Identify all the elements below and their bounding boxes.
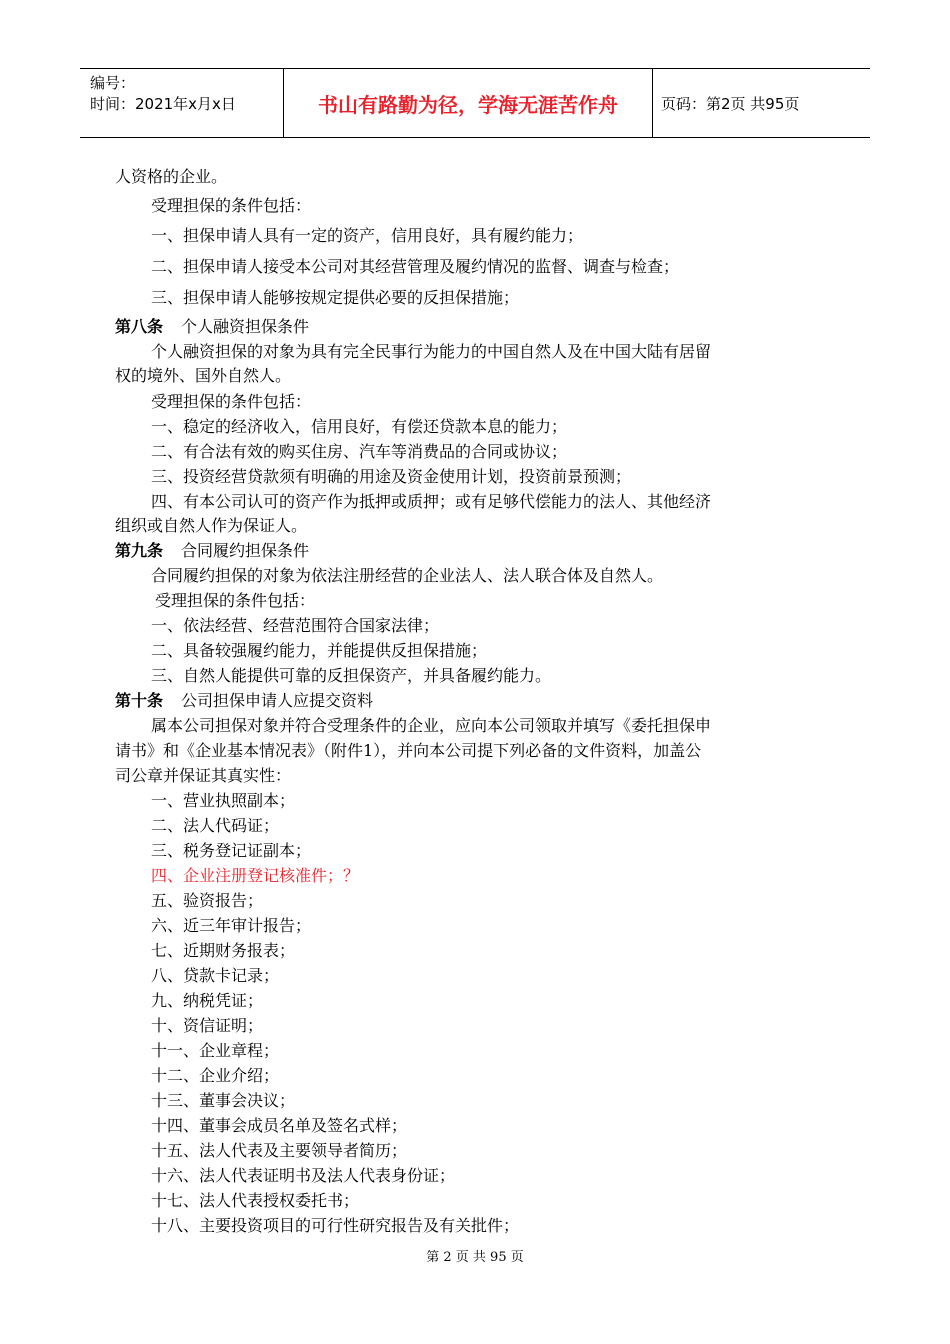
text-line: 十四、董事会成员名单及签名式样； bbox=[151, 1116, 408, 1135]
article-number: 第八条 bbox=[115, 317, 164, 336]
document-date-label: 时间：2021年x月x日 bbox=[90, 95, 236, 113]
article-heading bbox=[115, 540, 309, 562]
text-line: 五、验资报告； bbox=[151, 891, 264, 910]
text-line: 十六、法人代表证明书及法人代表身份证； bbox=[151, 1166, 456, 1185]
text-line: 二、法人代码证； bbox=[151, 816, 280, 835]
text-line: 受理担保的条件包括： bbox=[151, 196, 312, 215]
text-line: 请书》和《企业基本情况表》（附件1），并向本公司提下列必备的文件资料，加盖公 bbox=[115, 741, 702, 760]
text-line: 十七、法人代表授权委托书； bbox=[151, 1191, 360, 1210]
text-line: 司公章并保证其真实性： bbox=[115, 766, 292, 785]
page-header bbox=[80, 68, 870, 138]
text-line: 二、担保申请人接受本公司对其经营管理及履约情况的监督、调查与检查； bbox=[151, 257, 680, 276]
header-page-info bbox=[653, 69, 870, 137]
article-number: 第十条 bbox=[115, 691, 164, 710]
text-line: 一、营业执照副本； bbox=[151, 791, 296, 810]
text-line: 四、有本公司认可的资产作为抵押或质押；或有足够代偿能力的法人、其他经济 bbox=[151, 492, 712, 511]
text-line: 九、纳税凭证； bbox=[151, 991, 264, 1010]
article-number: 第九条 bbox=[115, 541, 164, 560]
header-motto bbox=[283, 69, 653, 137]
text-line: 三、担保申请人能够按规定提供必要的反担保措施； bbox=[151, 288, 520, 307]
text-line: 七、近期财务报表； bbox=[151, 941, 296, 960]
article-heading bbox=[115, 690, 373, 712]
page-footer bbox=[0, 1246, 950, 1265]
text-line: 属本公司担保对象并符合受理条件的企业，应向本公司领取并填写《委托担保申 bbox=[151, 716, 712, 735]
text-line: 一、稳定的经济收入，信用良好，有偿还贷款本息的能力； bbox=[151, 417, 568, 436]
text-line: 个人融资担保的对象为具有完全民事行为能力的中国自然人及在中国大陆有居留 bbox=[151, 342, 712, 361]
text-line: 二、有合法有效的购买住房、汽车等消费品的合同或协议； bbox=[151, 442, 568, 461]
motto-text: 书山有路勤为径，学海无涯苦作舟 bbox=[318, 92, 618, 117]
text-line: 三、税务登记证副本； bbox=[151, 841, 312, 860]
article-title: 个人融资担保条件 bbox=[181, 317, 310, 336]
text-line: 权的境外、国外自然人。 bbox=[115, 366, 292, 385]
article-title: 合同履约担保条件 bbox=[181, 541, 310, 560]
text-line: 十二、企业介绍； bbox=[151, 1066, 280, 1085]
text-line: 受理担保的条件包括： bbox=[151, 392, 312, 411]
article-heading bbox=[115, 316, 309, 338]
page-number-label: 页码：第2页 共95页 bbox=[661, 94, 800, 113]
text-line: 组织或自然人作为保证人。 bbox=[115, 516, 308, 535]
text-line: 十三、董事会决议； bbox=[151, 1091, 296, 1110]
text-line: 八、贷款卡记录； bbox=[151, 966, 280, 985]
article-title: 公司担保申请人应提交资料 bbox=[181, 691, 374, 710]
text-line: 受理担保的条件包括： bbox=[155, 591, 316, 610]
text-line: 合同履约担保的对象为依法注册经营的企业法人、法人联合体及自然人。 bbox=[151, 566, 664, 585]
text-line: 二、具备较强履约能力，并能提供反担保措施； bbox=[151, 641, 488, 660]
header-meta bbox=[80, 69, 283, 137]
text-line: 人资格的企业。 bbox=[115, 167, 228, 186]
document-number-label: 编号： bbox=[90, 74, 136, 92]
text-line: 四、企业注册登记核准件；？ bbox=[151, 866, 360, 885]
text-line: 十一、企业章程； bbox=[151, 1041, 280, 1060]
text-line: 十八、主要投资项目的可行性研究报告及有关批件； bbox=[151, 1216, 520, 1235]
text-line: 三、自然人能提供可靠的反担保资产，并具备履约能力。 bbox=[151, 666, 552, 685]
text-line: 一、依法经营、经营范围符合国家法律； bbox=[151, 616, 440, 635]
text-line: 六、近三年审计报告； bbox=[151, 916, 312, 935]
text-line: 十五、法人代表及主要领导者简历； bbox=[151, 1141, 408, 1160]
footer-page-number: 第 2 页 共 95 页 bbox=[426, 1250, 524, 1265]
text-line: 三、投资经营贷款须有明确的用途及资金使用计划，投资前景预测； bbox=[151, 467, 632, 486]
text-line: 十、资信证明； bbox=[151, 1016, 264, 1035]
text-line: 一、担保申请人具有一定的资产，信用良好，具有履约能力； bbox=[151, 226, 584, 245]
